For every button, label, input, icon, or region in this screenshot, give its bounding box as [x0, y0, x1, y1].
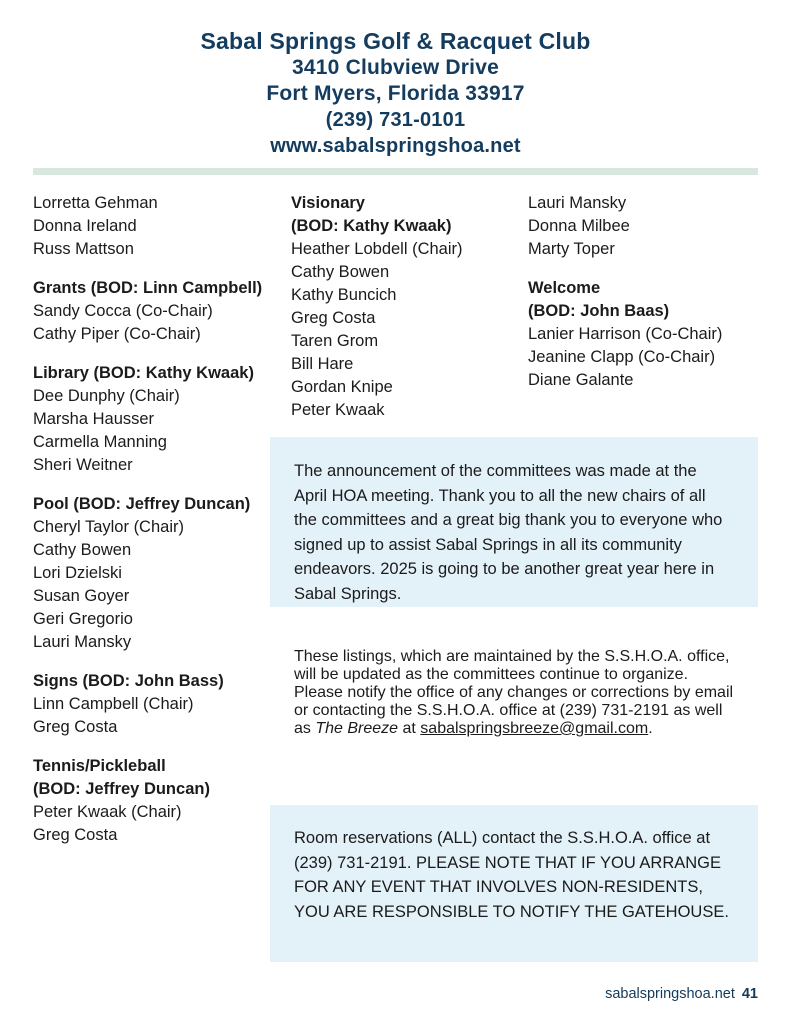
column-spacer [33, 261, 283, 277]
committee-member: Greg Costa [33, 718, 118, 736]
committee-member: Cathy Bowen [291, 263, 390, 281]
committee-member: Donna Milbee [528, 217, 630, 235]
committee-heading: (BOD: Kathy Kwaak) [291, 217, 452, 235]
listings-part2: at [398, 720, 421, 737]
committee-heading: (BOD: John Baas) [528, 302, 670, 320]
street-address: 3410 Clubview Drive [292, 56, 499, 79]
committee-member: Carmella Manning [33, 433, 167, 451]
committee-member: Dee Dunphy (Chair) [33, 387, 180, 405]
page-footer [605, 986, 758, 1002]
announcement-text: The announcement of the committees was made at the April HOA meeting. Thank you to all the new chairs of all the committees and a great big thank you to everyone who signed up to assist Sabal Springs in all its community endeavors. 2025 is going to be another great year here in Sabal Springs. [294, 462, 723, 603]
committee-heading: Library (BOD: Kathy Kwaak) [33, 364, 254, 382]
committee-member: Sandy Cocca (Co-Chair) [33, 302, 213, 320]
committee-heading: Welcome [528, 279, 601, 297]
document-header [0, 0, 791, 159]
committee-member: Lori Dzielski [33, 564, 122, 582]
committee-member: Cathy Piper (Co-Chair) [33, 325, 201, 343]
committee-member: Geri Gregorio [33, 610, 133, 628]
column-spacer [33, 477, 283, 493]
committee-member: Linn Campbell (Chair) [33, 695, 194, 713]
committee-heading: Grants (BOD: Linn Campbell) [33, 279, 263, 297]
committee-member: Lanier Harrison (Co-Chair) [528, 325, 723, 343]
committee-member: Taren Grom [291, 332, 379, 350]
room-reservations-note [270, 805, 758, 962]
committee-heading: (BOD: Jeffrey Duncan) [33, 780, 210, 798]
column-spacer [33, 654, 283, 670]
committee-heading: Pool (BOD: Jeffrey Duncan) [33, 495, 251, 513]
city-state-zip: Fort Myers, Florida 33917 [266, 82, 525, 105]
announcement-note [270, 437, 758, 607]
listings-end: . [648, 720, 653, 737]
committee-member: Gordan Knipe [291, 378, 393, 396]
website-url: www.sabalspringshoa.net [270, 135, 521, 157]
committee-member: Marsha Hausser [33, 410, 155, 428]
committee-column-3 [528, 192, 758, 392]
column-spacer [33, 346, 283, 362]
committee-member: Cathy Bowen [33, 541, 132, 559]
committee-member: Heather Lobdell (Chair) [291, 240, 463, 258]
header-divider [33, 168, 758, 175]
committee-column-1 [33, 192, 283, 847]
committee-member: Sheri Weitner [33, 456, 133, 474]
committee-member: Cheryl Taylor (Chair) [33, 518, 184, 536]
room-reservations-text: Room reservations (ALL) contact the S.S.H.O.A. office at (239) 731-2191. PLEASE NOTE THAT IF YOU ARRANGE FOR ANY EVENT THAT INVOLVES NON-RESIDENTS, YOU ARE RESPONSIBLE TO NOTIFY THE GATEHOUSE. [294, 829, 729, 921]
committee-member: Kathy Buncich [291, 286, 397, 304]
committee-member: Lorretta Gehman [33, 194, 158, 212]
committee-member: Peter Kwaak [291, 401, 385, 419]
committee-member: Lauri Mansky [33, 633, 132, 651]
footer-page-number: 41 [741, 986, 758, 1002]
committee-heading: Tennis/Pickleball [33, 757, 166, 775]
committee-heading: Signs (BOD: John Bass) [33, 672, 224, 690]
breeze-title: The Breeze [315, 720, 399, 737]
committee-column-2 [291, 192, 521, 422]
committee-member: Greg Costa [33, 826, 118, 844]
committee-member: Greg Costa [291, 309, 376, 327]
listings-note [270, 632, 758, 754]
committee-heading: Visionary [291, 194, 365, 212]
committee-member: Donna Ireland [33, 217, 137, 235]
committee-member: Diane Galante [528, 371, 634, 389]
committee-member: Russ Mattson [33, 240, 134, 258]
footer-site: sabalspringshoa.net [605, 986, 735, 1002]
listings-part1: These listings, which are maintained by the S.S.H.O.A. office, will be updated as the committees continue to organize. Please notify the office of any changes or corrections by email or contacting the S.S.H.O.A. office at (239) 731-2191 as well as [294, 648, 734, 737]
committee-member: Jeanine Clapp (Co-Chair) [528, 348, 716, 366]
column-spacer [528, 261, 758, 277]
committee-member: Lauri Mansky [528, 194, 627, 212]
committee-member: Marty Toper [528, 240, 615, 258]
breeze-email-link[interactable]: sabalspringsbreeze@gmail.com [420, 720, 649, 737]
column-spacer [33, 739, 283, 755]
club-name: Sabal Springs Golf & Racquet Club [200, 28, 591, 54]
listings-text [294, 648, 734, 738]
phone-number: (239) 731-0101 [325, 109, 466, 131]
committee-member: Susan Goyer [33, 587, 130, 605]
committee-member: Peter Kwaak (Chair) [33, 803, 182, 821]
committee-member: Bill Hare [291, 355, 354, 373]
